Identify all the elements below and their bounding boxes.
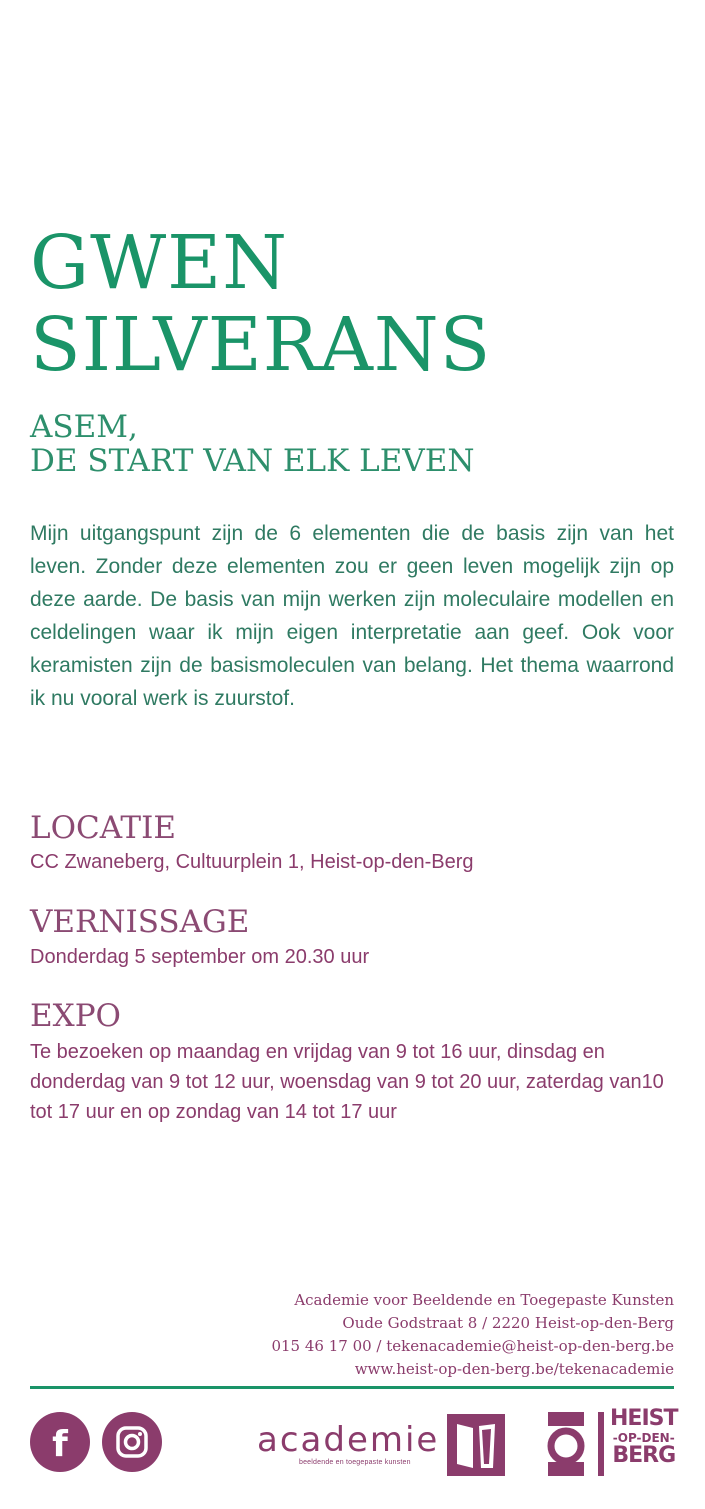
instagram-icon: [114, 1424, 150, 1460]
expo-text: Te bezoeken op maandag en vrijdag van 9 tot 16 uur, dinsdag en donderdag van 9 tot 12 uur, woensdag van 9 tot 20 uur, zaterdag van10 tot 17 uur en op zondag van 14 tot 17 uur: [30, 1041, 664, 1123]
contact-website[interactable]: www.heist-op-den-berg.be/tekenacademie: [354, 1360, 674, 1378]
artist-name: [30, 222, 491, 386]
exhibition-title-line2: DE START VAN ELK LEVEN: [30, 443, 475, 479]
contact-phone-email[interactable]: 015 46 17 00 / tekenacademie@heist-op-den-berg.be: [271, 1337, 674, 1355]
heist-wordmark: [610, 1408, 677, 1467]
contact-address: Oude Godstraat 8 / 2220 Heist-op-den-Berg: [342, 1314, 674, 1332]
academie-wordmark: academie: [257, 1420, 440, 1460]
heist-word-1: HEIST: [610, 1406, 678, 1431]
exhibition-title-line1: ASEM,: [30, 409, 138, 445]
instagram-button[interactable]: [102, 1412, 162, 1472]
heist-word-2: -OP-DEN-: [612, 1431, 675, 1445]
artist-first-name: GWEN: [30, 220, 288, 306]
facebook-icon: f: [52, 1424, 68, 1465]
academie-tagline: beeldende en toegepaste kunsten: [299, 1459, 411, 1466]
locatie-text: CC Zwaneberg, Cultuurplein 1, Heist-op-den-Berg: [30, 851, 474, 873]
artist-last-name: SILVERANS: [30, 302, 492, 388]
contact-block: [271, 1289, 674, 1381]
expo-heading: EXPO: [30, 998, 121, 1034]
heist-op-den-berg-logo: [546, 1408, 676, 1478]
heist-word-3: BERG: [612, 1443, 676, 1468]
exhibition-title: [30, 410, 475, 478]
academie-mark-icon: [447, 1414, 505, 1476]
footer-divider: [30, 1386, 674, 1389]
vernissage-heading: VERNISSAGE: [30, 904, 250, 940]
locatie-heading: LOCATIE: [30, 810, 176, 846]
artist-statement: Mijn uitgangspunt zijn de 6 elementen die de basis zijn van het leven. Zonder deze elementen zou er geen leven mogelijk zijn op deze aarde. De basis van mijn werken zijn moleculaire modellen en celdelingen waar ik mijn eigen interpretatie aan geef. Ook voor keramisten zijn de basismoleculen van belang. Het thema waarrond ik nu vooral werk is zuurstof.: [30, 522, 674, 710]
vernissage-text: Donderdag 5 september om 20.30 uur: [30, 946, 370, 968]
facebook-button[interactable]: [30, 1412, 90, 1472]
heist-emblem-icon: [546, 1408, 606, 1478]
contact-institution: Academie voor Beeldende en Toegepaste Kunsten: [294, 1291, 674, 1309]
academie-logo: [257, 1414, 507, 1474]
